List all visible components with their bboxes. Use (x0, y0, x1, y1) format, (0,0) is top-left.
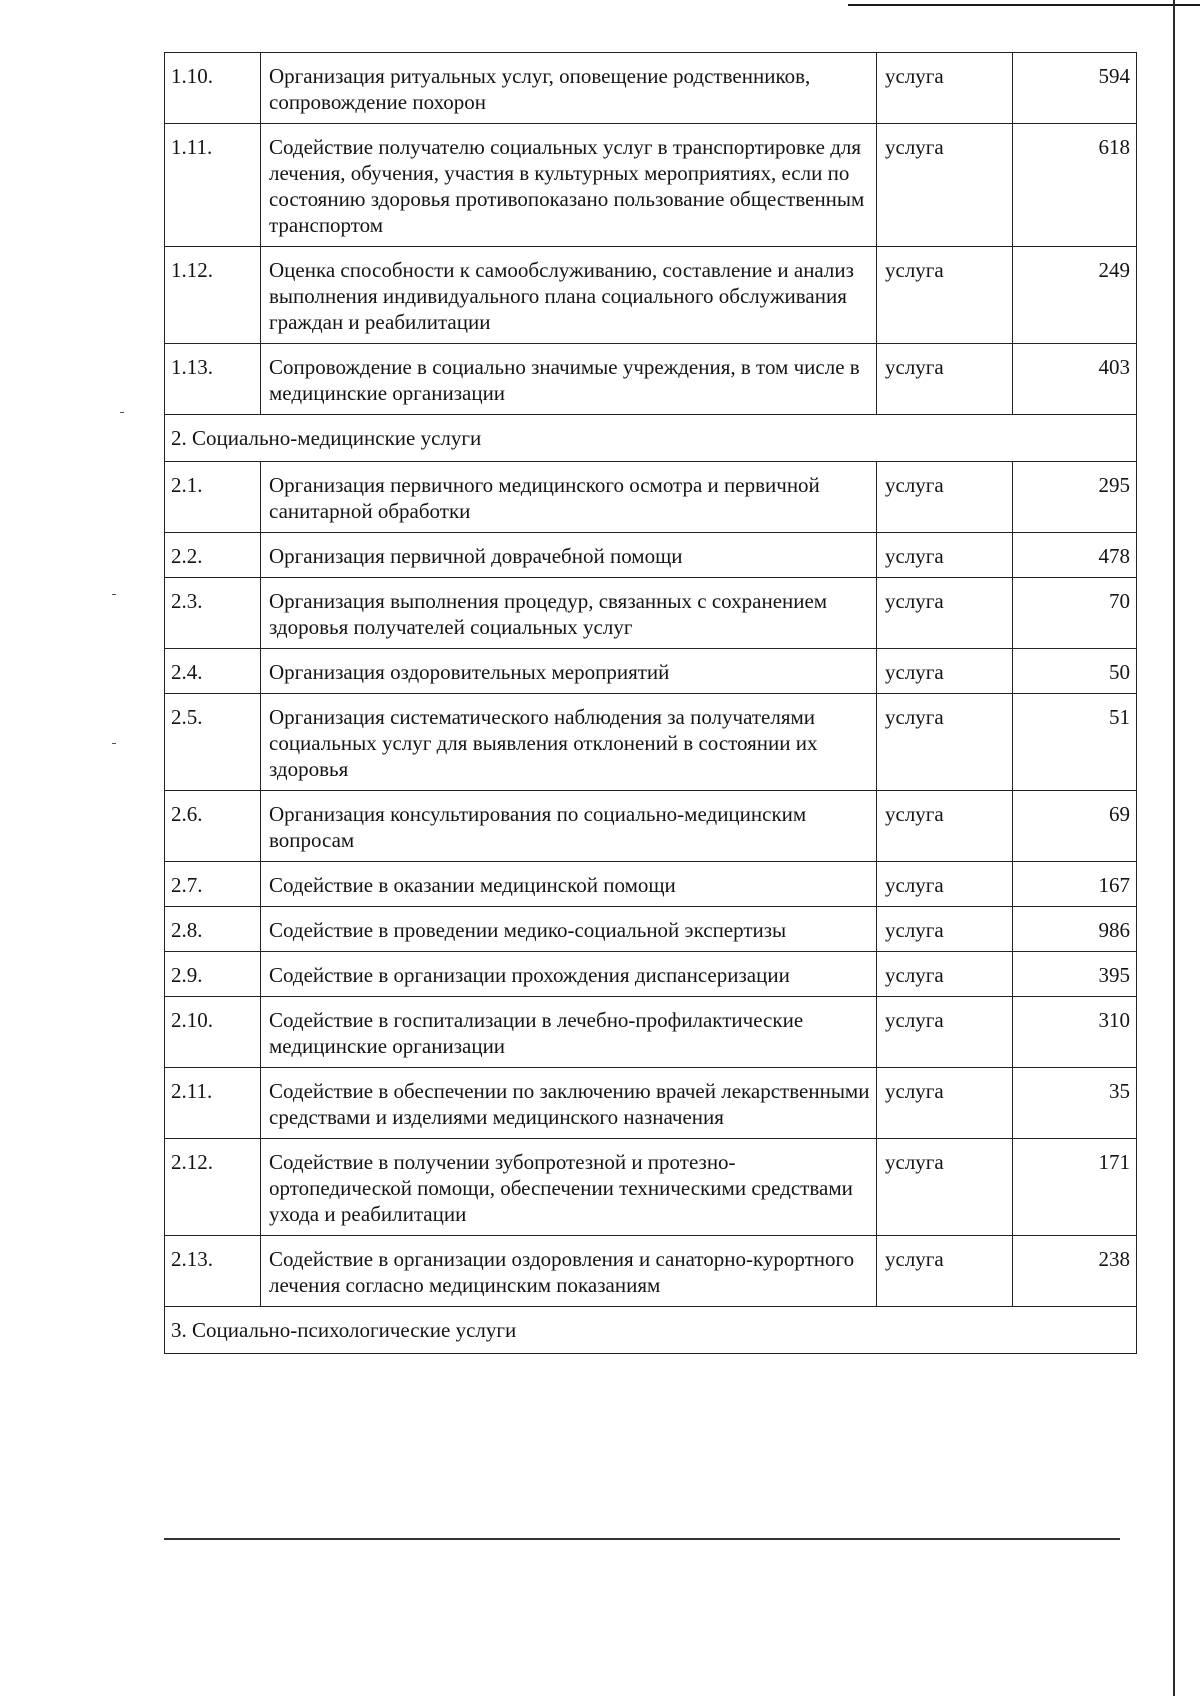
service-number: 2.1. (165, 462, 261, 533)
service-value: 403 (1013, 344, 1137, 415)
section-title: 2. Социально-медицинские услуги (165, 415, 1137, 462)
unit-of-measure: услуга (877, 53, 1013, 124)
service-number: 2.3. (165, 578, 261, 649)
service-row (165, 997, 1137, 1068)
service-value: 70 (1013, 578, 1137, 649)
service-number: 1.11. (165, 124, 261, 247)
service-number: 2.9. (165, 952, 261, 997)
unit-of-measure: услуга (877, 649, 1013, 694)
service-name: Организация первичного медицинского осмотра и первичной санитарной обработки (261, 462, 877, 533)
service-value: 618 (1013, 124, 1137, 247)
service-row (165, 462, 1137, 533)
service-value: 50 (1013, 649, 1137, 694)
service-number: 2.10. (165, 997, 261, 1068)
scan-speck (112, 743, 116, 744)
service-name: Организация ритуальных услуг, оповещение родственников, сопровождение похорон (261, 53, 877, 124)
service-number: 2.8. (165, 907, 261, 952)
unit-of-measure: услуга (877, 862, 1013, 907)
service-row (165, 1139, 1137, 1236)
section-title: 3. Социально-психологические услуги (165, 1307, 1137, 1354)
service-value: 167 (1013, 862, 1137, 907)
service-name: Организация выполнения процедур, связанных с сохранением здоровья получателей социальных услуг (261, 578, 877, 649)
services-price-table (164, 52, 1137, 1354)
service-name: Содействие в организации прохождения диспансеризации (261, 952, 877, 997)
scan-speck (112, 594, 116, 595)
service-value: 295 (1013, 462, 1137, 533)
service-row (165, 53, 1137, 124)
service-number: 2.2. (165, 533, 261, 578)
service-name: Содействие получателю социальных услуг в транспортировке для лечения, обучения, участия в культурных мероприятиях, если по состоянию здоровья противопоказано пользование общественным транспортом (261, 124, 877, 247)
service-row (165, 124, 1137, 247)
service-name: Содействие в обеспечении по заключению врачей лекарственными средствами и изделиями медицинского назначения (261, 1068, 877, 1139)
service-name: Организация первичной доврачебной помощи (261, 533, 877, 578)
unit-of-measure: услуга (877, 1068, 1013, 1139)
unit-of-measure: услуга (877, 344, 1013, 415)
unit-of-measure: услуга (877, 124, 1013, 247)
service-number: 2.6. (165, 791, 261, 862)
unit-of-measure: услуга (877, 952, 1013, 997)
scan-border-top (848, 4, 1200, 6)
service-row (165, 344, 1137, 415)
section-header-row (165, 415, 1137, 462)
unit-of-measure: услуга (877, 997, 1013, 1068)
table-body (165, 53, 1137, 1354)
scan-speck (120, 412, 124, 413)
unit-of-measure: услуга (877, 462, 1013, 533)
service-row (165, 649, 1137, 694)
service-number: 2.7. (165, 862, 261, 907)
service-name: Содействие в проведении медико-социальной экспертизы (261, 907, 877, 952)
service-row (165, 1068, 1137, 1139)
section-header-row (165, 1307, 1137, 1354)
service-name: Организация оздоровительных мероприятий (261, 649, 877, 694)
service-row (165, 907, 1137, 952)
service-number: 2.11. (165, 1068, 261, 1139)
unit-of-measure: услуга (877, 791, 1013, 862)
service-row (165, 578, 1137, 649)
service-value: 594 (1013, 53, 1137, 124)
service-row (165, 533, 1137, 578)
service-value: 238 (1013, 1236, 1137, 1307)
service-value: 35 (1013, 1068, 1137, 1139)
service-value: 310 (1013, 997, 1137, 1068)
table-continuation-line (164, 1538, 1120, 1540)
service-value: 478 (1013, 533, 1137, 578)
service-number: 1.13. (165, 344, 261, 415)
service-value: 69 (1013, 791, 1137, 862)
unit-of-measure: услуга (877, 533, 1013, 578)
service-name: Оценка способности к самообслуживанию, составление и анализ выполнения индивидуального плана социального обслуживания граждан и реабилитации (261, 247, 877, 344)
service-number: 2.5. (165, 694, 261, 791)
service-row (165, 694, 1137, 791)
service-name: Содействие в организации оздоровления и санаторно-курортного лечения согласно медицинским показаниям (261, 1236, 877, 1307)
service-row (165, 247, 1137, 344)
service-name: Содействие в оказании медицинской помощи (261, 862, 877, 907)
service-row (165, 952, 1137, 997)
unit-of-measure: услуга (877, 247, 1013, 344)
service-row (165, 1236, 1137, 1307)
service-number: 1.10. (165, 53, 261, 124)
service-name: Сопровождение в социально значимые учреждения, в том числе в медицинские организации (261, 344, 877, 415)
service-row (165, 791, 1137, 862)
service-value: 249 (1013, 247, 1137, 344)
service-value: 171 (1013, 1139, 1137, 1236)
unit-of-measure: услуга (877, 694, 1013, 791)
service-name: Организация консультирования по социально-медицинским вопросам (261, 791, 877, 862)
unit-of-measure: услуга (877, 578, 1013, 649)
service-number: 2.12. (165, 1139, 261, 1236)
scan-border-right (1173, 0, 1175, 1696)
service-value: 986 (1013, 907, 1137, 952)
service-value: 51 (1013, 694, 1137, 791)
service-number: 2.13. (165, 1236, 261, 1307)
service-number: 2.4. (165, 649, 261, 694)
unit-of-measure: услуга (877, 907, 1013, 952)
service-name: Организация систематического наблюдения за получателями социальных услуг для выявления отклонений в состоянии их здоровья (261, 694, 877, 791)
unit-of-measure: услуга (877, 1236, 1013, 1307)
service-row (165, 862, 1137, 907)
unit-of-measure: услуга (877, 1139, 1013, 1236)
service-value: 395 (1013, 952, 1137, 997)
service-name: Содействие в получении зубопротезной и протезно-ортопедической помощи, обеспечении техническими средствами ухода и реабилитации (261, 1139, 877, 1236)
service-name: Содействие в госпитализации в лечебно-профилактические медицинские организации (261, 997, 877, 1068)
service-number: 1.12. (165, 247, 261, 344)
